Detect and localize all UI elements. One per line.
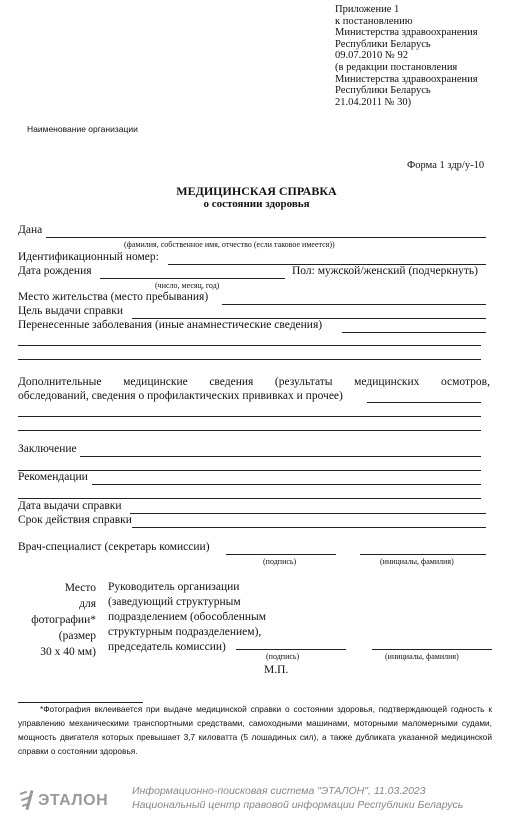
sex-label: Пол: мужской/женский (подчеркнуть) [292,265,478,277]
conclusion-label: Заключение [18,443,77,455]
purpose-label: Цель выдачи справки [18,305,124,317]
issue-date-field[interactable] [130,513,486,514]
additional-info-field[interactable] [367,402,481,403]
residence-label: Место жительства (место пребывания) [18,291,209,303]
doctor-initials-hint: (инициалы, фамилия) [380,557,454,566]
additional-info-line-2[interactable] [18,416,481,417]
issued-to-label: Дана [18,224,43,236]
head-name-field[interactable] [372,649,492,650]
footnote-text: *Фотография вклеивается при выдаче медицинской справки о состоянии здоровья, подтверждающей годность к управлению механическими транспортными средствами, самоходными машинами, моторными маломерными судами, мощность двигателя которых превышает 3,7 киловатта (5 лошадиных сил), а также дубликата указанной медицинской справки о состоянии здоровья. [18,704,492,756]
head-signature-hint: (подпись) [266,652,300,661]
validity-field[interactable] [132,527,486,528]
footer-source [132,784,463,812]
birth-date-field[interactable] [100,278,285,279]
additional-info-label-1: Дополнительные медицинские сведения (результаты медицинских осмотров, [18,376,490,388]
form-number: Форма 1 здр/у-10 [407,160,485,171]
past-diseases-line-2[interactable] [18,345,481,346]
doctor-label: Врач-специалист (секретарь комиссии) [18,541,210,553]
document-subtitle: о состоянии здоровья [203,198,310,210]
past-diseases-line-3[interactable] [18,359,481,360]
head-initials-hint: (инициалы, фамилия) [385,652,459,661]
past-diseases-field[interactable] [342,332,486,333]
additional-info-label-2: обследований, сведения о профилактических прививках и прочее) [18,390,343,402]
recommendations-field[interactable] [92,484,481,485]
conclusion-field[interactable] [80,456,481,457]
footer-line-1: Информационно-поисковая система "ЭТАЛОН", 11.03.2023 [132,785,426,797]
birth-date-hint: (число, месяц, год) [155,281,220,290]
doctor-signature-hint: (подпись) [263,557,297,566]
recommendations-label: Рекомендации [18,471,88,483]
recommendations-line-2[interactable] [18,498,481,499]
issued-to-hint: (фамилия, собственное имя, отчество (если таковое имеется)) [124,240,335,249]
etalon-logo-text: ЭТАЛОН [38,792,109,809]
photo-placeholder: Место для фотографии* (размер 30 х 40 мм) [31,582,96,658]
doctor-name-field[interactable] [360,554,486,555]
document-title: МЕДИЦИНСКАЯ СПРАВКА [176,184,337,198]
doctor-signature-field[interactable] [226,554,336,555]
head-of-organization-label: Руководитель организации (заведующий структурным подразделением (обособленным структурным подразделением), председатель комиссии) [108,581,267,653]
footnote [18,702,492,758]
stamp-label: М.П. [264,664,289,676]
footer-line-2: Национальный центр правовой информации Республики Беларусь [132,799,464,811]
residence-field[interactable] [222,304,486,305]
etalon-logo [18,786,128,816]
additional-info-line-3[interactable] [18,430,481,431]
issued-to-field[interactable] [46,237,486,238]
head-signature-field[interactable] [236,649,346,650]
validity-label: Срок действия справки [18,514,132,526]
organization-name-label: Наименование организации [27,124,138,134]
issue-date-label: Дата выдачи справки [18,500,122,512]
past-diseases-label: Перенесенные заболевания (иные анамнестические сведения) [18,319,323,331]
id-number-label: Идентификационный номер: [18,251,159,263]
birth-date-label: Дата рождения [18,265,92,277]
appendix-note: Приложение 1 к постановлению Министерства здравоохранения Республики Беларусь 09.07.2010 № 92 (в редакции постановления Министерства здравоохранения Республики Беларусь 21.04.2011 № 30) [335,4,478,108]
